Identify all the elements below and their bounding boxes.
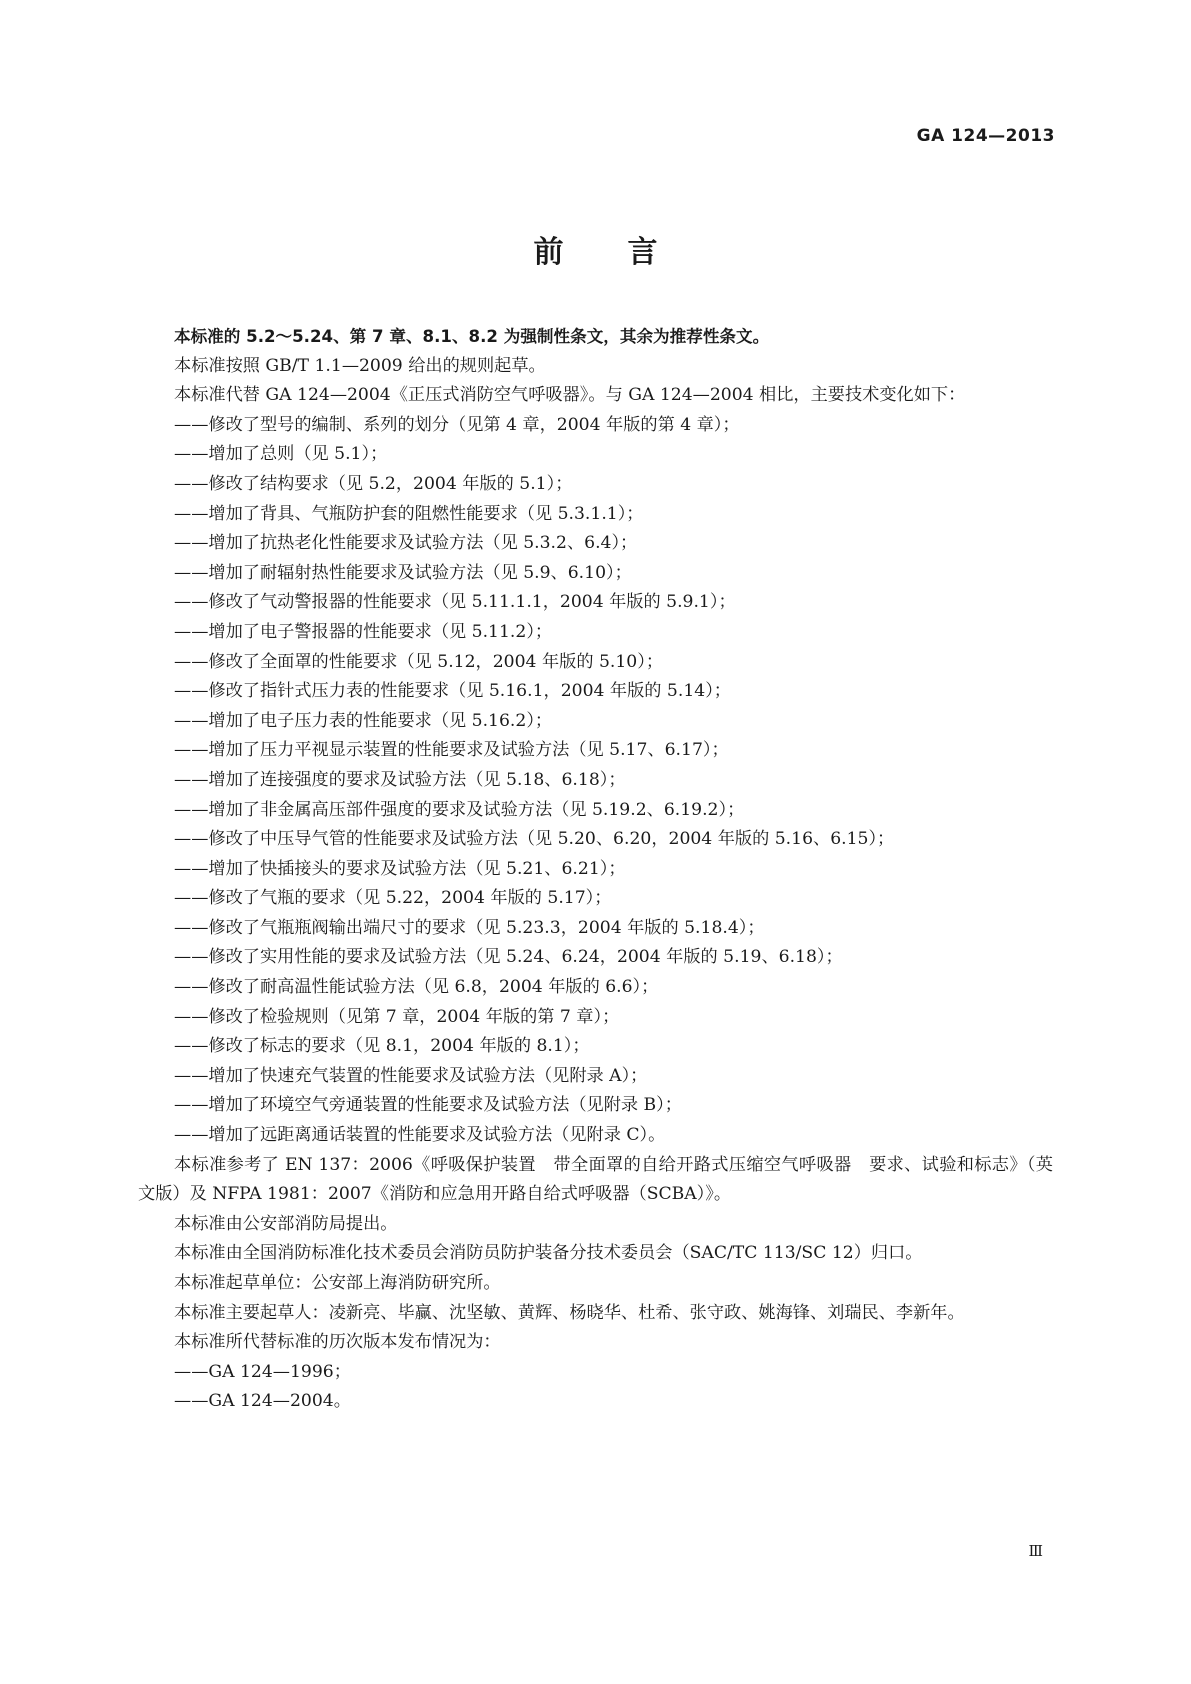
list-item: ——GA 124—2004。 [174,1391,351,1412]
page-number: Ⅲ [1028,1542,1043,1560]
list-item: ——GA 124—1996； [174,1361,351,1382]
mandatory-clause-paragraph: 本标准的 5.2～5.24、第 7 章、8.1、8.2 为强制性条文，其余为推荐性条文。 [174,327,770,346]
list-item: ——修改了检验规则（见第 7 章，2004 年版的第 7 章）； [174,1006,620,1027]
history-paragraph: 本标准所代替标准的历次版本发布情况为： [174,1332,501,1353]
list-item: ——增加了压力平视显示装置的性能要求及试验方法（见 5.17、6.17）； [174,740,729,761]
list-item: ——修改了实用性能的要求及试验方法（见 5.24、6.24，2004 年版的 5.19、6.18）； [174,947,843,968]
list-item: ——修改了气瓶瓶阀输出端尺寸的要求（见 5.23.3，2004 年版的 5.18.4）； [174,917,765,938]
list-item: ——增加了总则（见 5.1）； [174,444,388,465]
list-item: ——增加了连接强度的要求及试验方法（见 5.18、6.18）； [174,769,626,790]
standard-code: GA 124—2013 [916,126,1055,146]
list-item: ——增加了背具、气瓶防护套的阻燃性能要求（见 5.3.1.1）； [174,503,644,524]
reference-paragraph: 本标准参考了 EN 137：2006《呼吸保护装置 带全面罩的自给开路式压缩空气呼吸器 要求、试验和标志》（英文版）及 NFPA 1981：2007《消防和应急用开路自给式呼吸器（SCBA）》。 [138,1154,1053,1205]
list-item: ——修改了气瓶的要求（见 5.22，2004 年版的 5.17）； [174,888,612,909]
list-item: ——修改了耐高温性能试验方法（见 6.8，2004 年版的 6.6）； [174,977,659,998]
list-item: ——增加了快插接头的要求及试验方法（见 5.21、6.21）； [174,858,626,879]
list-item: ——修改了指针式压力表的性能要求（见 5.16.1，2004 年版的 5.14）； [174,681,731,702]
list-item: ——修改了型号的编制、系列的划分（见第 4 章，2004 年版的第 4 章）； [174,414,740,435]
list-item: ——修改了中压导气管的性能要求及试验方法（见 5.20、6.20，2004 年版的 5.16、6.15）； [174,829,895,850]
title-char-2: 言 [627,235,658,270]
replacement-paragraph: 本标准代替 GA 124—2004《正压式消防空气呼吸器》。与 GA 124—2004 相比，主要技术变化如下： [174,385,966,406]
title-char-1: 前 [533,235,564,270]
drafting-rules-paragraph: 本标准按照 GB/T 1.1—2009 给出的规则起草。 [174,355,546,376]
list-item: ——增加了环境空气旁通装置的性能要求及试验方法（见附录 B）； [174,1095,682,1116]
list-item: ——增加了快速充气装置的性能要求及试验方法（见附录 A）； [174,1065,648,1086]
foreword-body [138,322,1053,1417]
list-item: ——修改了气动警报器的性能要求（见 5.11.1.1，2004 年版的 5.9.1）； [174,592,736,613]
history-list [138,1358,1053,1417]
list-item: ——修改了结构要求（见 5.2，2004 年版的 5.1）； [174,473,573,494]
list-item: ——增加了电子警报器的性能要求（见 5.11.2）； [174,621,553,642]
list-item: ——修改了标志的要求（见 8.1，2004 年版的 8.1）； [174,1036,590,1057]
list-item: ——增加了抗热老化性能要求及试验方法（见 5.3.2、6.4）； [174,533,638,554]
list-item: ——修改了全面罩的性能要求（见 5.12，2004 年版的 5.10）； [174,651,664,672]
committee-paragraph: 本标准由全国消防标准化技术委员会消防员防护装备分技术委员会（SAC/TC 113/SC 12）归口。 [174,1243,923,1264]
list-item: ——增加了远距离通话装置的性能要求及试验方法（见附录 C）。 [174,1125,666,1146]
changes-list [138,411,1053,1151]
list-item: ——增加了非金属高压部件强度的要求及试验方法（见 5.19.2、6.19.2）； [174,799,745,820]
list-item: ——增加了电子压力表的性能要求（见 5.16.2）； [174,710,553,731]
drafting-unit-paragraph: 本标准起草单位：公安部上海消防研究所。 [174,1273,501,1293]
proposed-by-paragraph: 本标准由公安部消防局提出。 [174,1213,398,1234]
drafters-paragraph: 本标准主要起草人：凌新亮、毕赢、沈坚敏、黄辉、杨晓华、杜希、张守政、姚海锋、刘瑞民、李新年。 [174,1302,965,1323]
page-title [0,227,1191,271]
list-item: ——增加了耐辐射热性能要求及试验方法（见 5.9、6.10）； [174,562,632,583]
